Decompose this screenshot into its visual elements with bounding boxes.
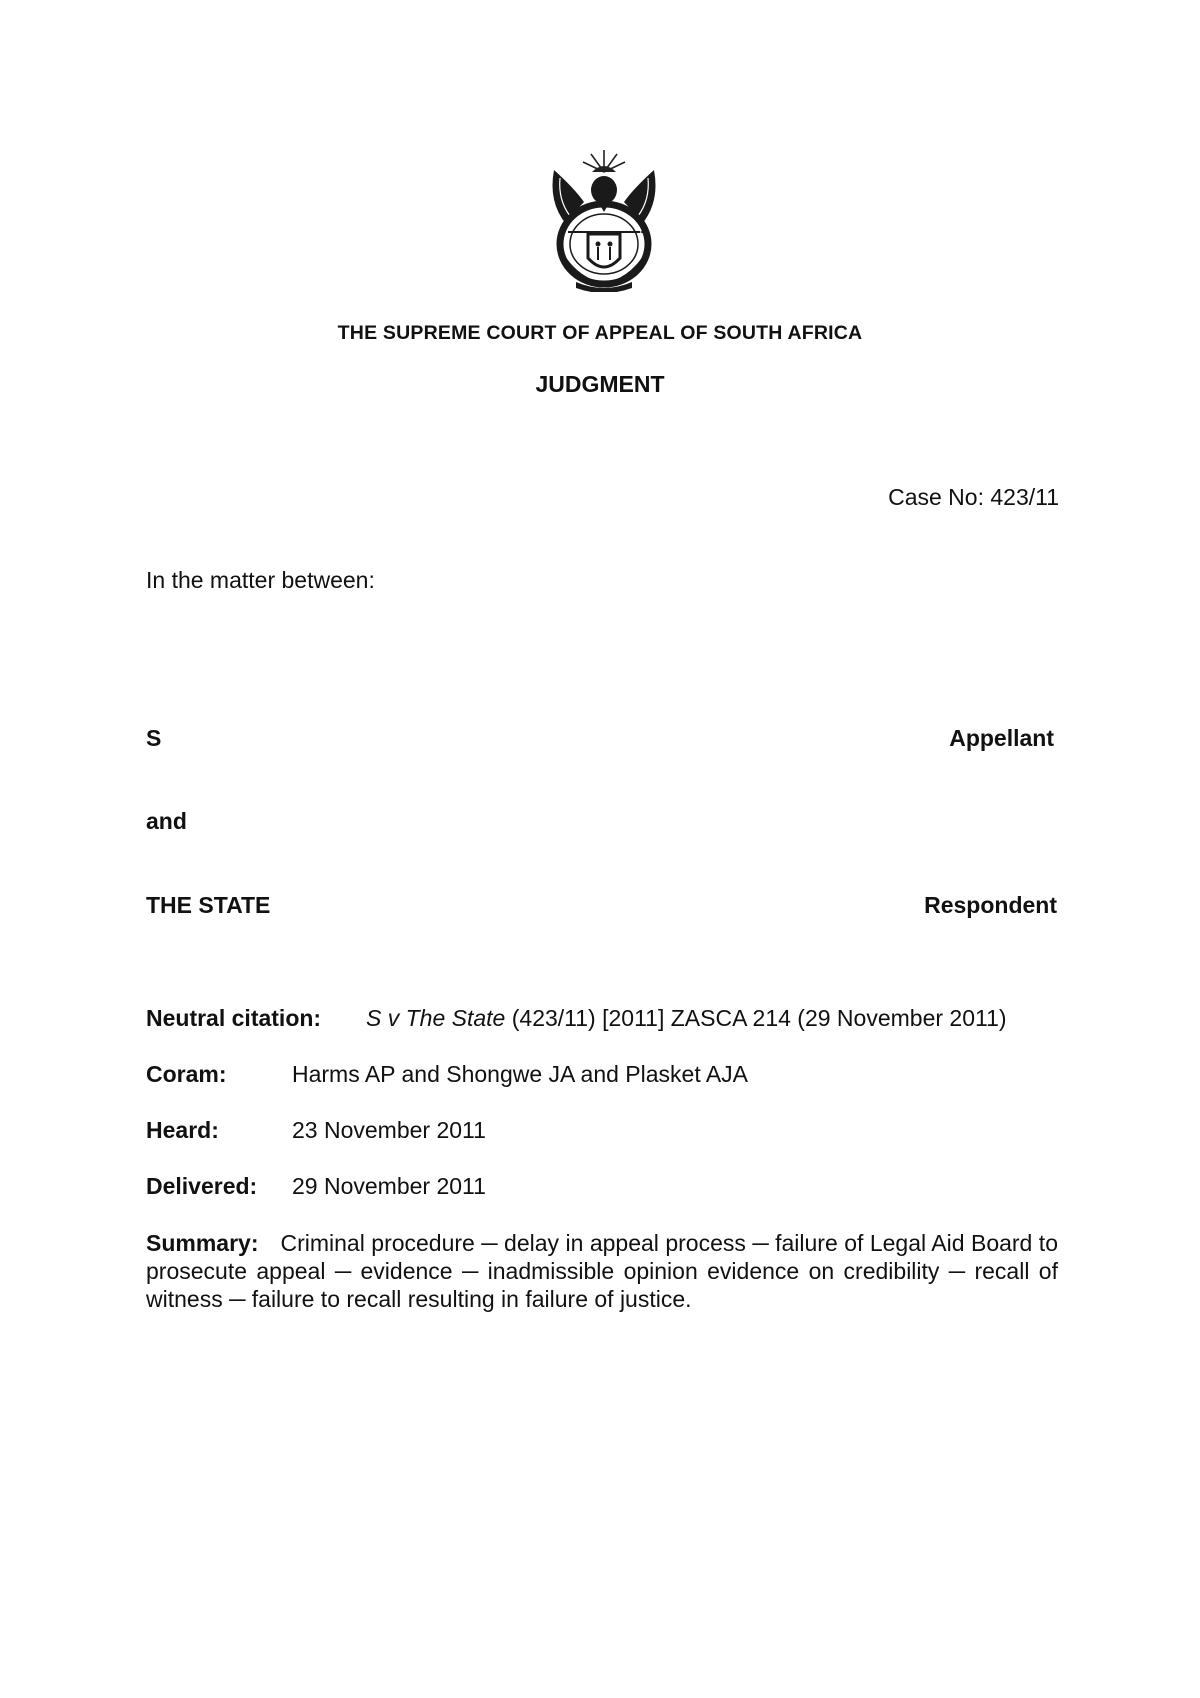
appellant-name: S — [146, 725, 162, 751]
heard-label: Heard: — [146, 1117, 219, 1143]
respondent-name: THE STATE — [146, 892, 271, 918]
citation-value — [366, 1005, 1007, 1032]
respondent-role: Respondent — [924, 892, 1057, 918]
delivered-label: Delivered: — [146, 1173, 258, 1199]
case-number: Case No: 423/11 — [888, 484, 1059, 510]
citation-reference: (423/11) [2011] ZASCA 214 (29 November 2011) — [505, 1005, 1007, 1031]
citation-label: Neutral citation: — [146, 1005, 322, 1031]
summary-paragraph — [146, 1229, 1058, 1313]
coram-value: Harms AP and Shongwe JA and Plasket AJA — [292, 1061, 749, 1087]
matter-intro: In the matter between: — [146, 567, 375, 593]
parties-conjunction: and — [146, 808, 187, 834]
summary-label: Summary: — [146, 1230, 259, 1256]
heard-value: 23 November 2011 — [292, 1117, 486, 1143]
appellant-role: Appellant — [949, 725, 1054, 751]
court-name: THE SUPREME COURT OF APPEAL OF SOUTH AFRICA — [337, 322, 863, 344]
document-type-title: JUDGMENT — [535, 371, 665, 397]
coram-label: Coram: — [146, 1061, 227, 1087]
summary-text: Criminal procedure ─ delay in appeal process ─ failure of Legal Aid Board to prosecute appeal ─ evidence ─ inadmissible opinion evidence on credibility ─ recall of witness ─ failure to recall resulting in failure of justice. — [146, 1230, 1058, 1312]
citation-case-name: S v The State — [366, 1005, 506, 1031]
south-africa-coat-of-arms-icon — [544, 142, 664, 292]
delivered-value: 29 November 2011 — [292, 1173, 486, 1199]
